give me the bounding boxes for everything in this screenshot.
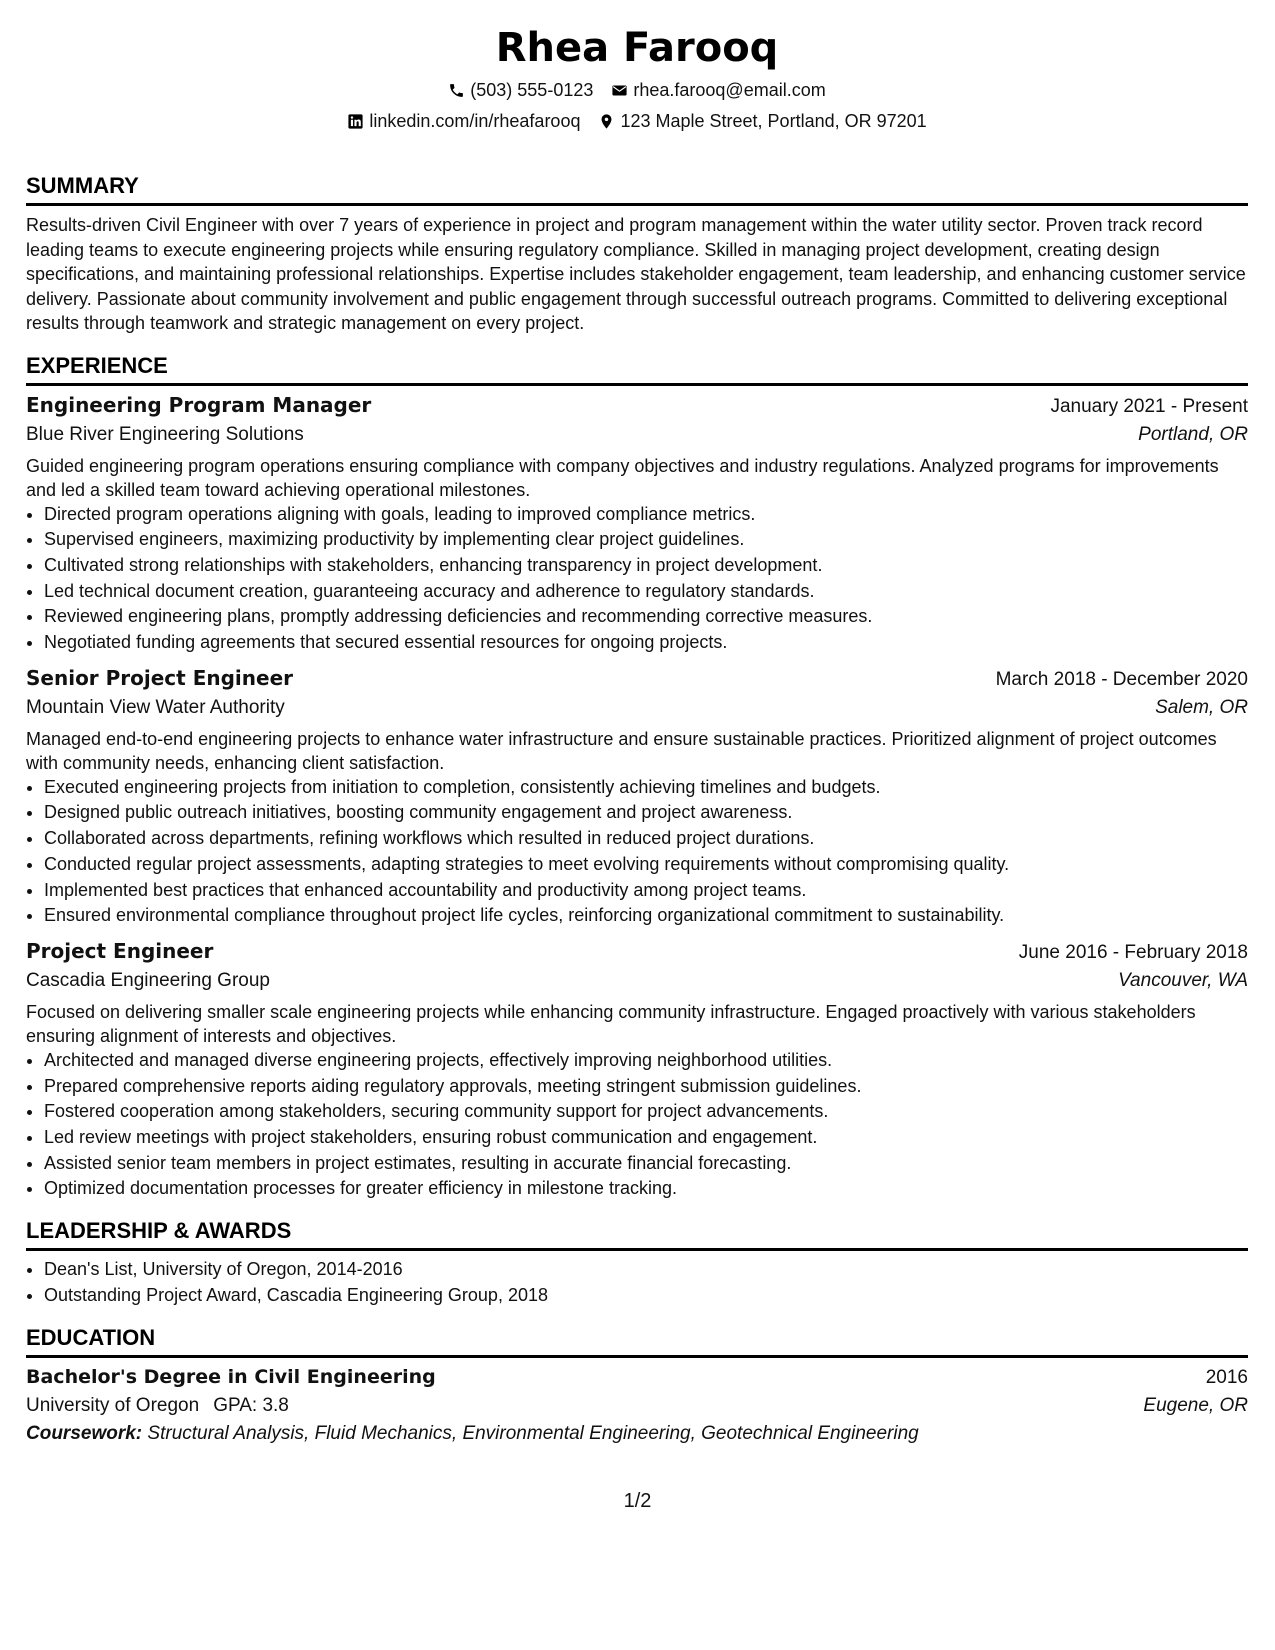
list-item: • Directed program operations aligning with goals, leading to improved compliance metrics. (44, 502, 1248, 528)
job-description: Guided engineering program operations ensuring compliance with company objectives and industry regulations. Analyzed programs for improvements and led a skilled team toward achieving operational milestones. (26, 455, 1219, 500)
linkedin-contact[interactable] (347, 110, 580, 132)
contact-line-1 (26, 79, 1248, 101)
job-title: Engineering Program Manager (26, 392, 372, 417)
list-item: • Ensured environmental compliance throughout project life cycles, reinforcing organizational commitment to sustainability. (44, 903, 1248, 929)
list-item: • Designed public outreach initiatives, boosting community engagement and project awareness. (44, 800, 1248, 826)
list-item: • Conducted regular project assessments, adapting strategies to meet evolving requirements without compromising quality. (44, 852, 1248, 878)
summary-text: Results-driven Civil Engineer with over 7 years of experience in project and program management within the water utility sector. Proven track record leading teams to execute engineering projects while ensuring regulatory compliance. Skilled in managing project development, creating design specifications, and maintaining professional relationships. Expertise includes stakeholder engagement, team leadership, and enhancing customer service delivery. Passionate about community involvement and public engagement through successful outreach programs. Committed to delivering exceptional results through teamwork and strategic management on every project. (26, 215, 1246, 333)
list-item: • Implemented best practices that enhanced accountability and productivity among project teams. (44, 878, 1248, 904)
gpa: GPA: 3.8 (213, 1394, 289, 1416)
job-bullets (26, 502, 1248, 656)
resume-page (26, 0, 1248, 1445)
job-dates: January 2021 - Present (1050, 395, 1248, 417)
list-item: • Led review meetings with project stakeholders, ensuring robust communication and engagement. (44, 1125, 1248, 1151)
experience-section (26, 353, 1248, 1203)
list-item: • Optimized documentation processes for greater efficiency in milestone tracking. (44, 1176, 1248, 1202)
email-contact[interactable] (611, 79, 825, 101)
coursework (26, 1423, 1248, 1445)
resume-header (26, 0, 1248, 132)
job-bullets (26, 1048, 1248, 1202)
degree-title: Bachelor's Degree in Civil Engineering (26, 1365, 436, 1388)
list-item: • Negotiated funding agreements that secured essential resources for ongoing projects. (44, 630, 1248, 656)
job-dates: March 2018 - December 2020 (995, 668, 1248, 690)
linkedin-icon (347, 113, 364, 130)
job-company: Mountain View Water Authority (26, 696, 285, 718)
linkedin-text[interactable]: linkedin.com/in/rheafarooq (369, 111, 581, 131)
job-title: Senior Project Engineer (26, 665, 293, 690)
education-section (26, 1325, 1248, 1445)
job-entry (26, 666, 1248, 929)
list-item: • Dean's List, University of Oregon, 2014-2016 (44, 1257, 1248, 1283)
job-bullets (26, 775, 1248, 929)
phone-text: (503) 555-0123 (470, 80, 594, 100)
school-name: University of Oregon (26, 1394, 200, 1416)
phone-icon (448, 82, 465, 99)
section-title-education: EDUCATION (26, 1325, 1248, 1358)
section-title-experience: EXPERIENCE (26, 353, 1248, 386)
address-text: 123 Maple Street, Portland, OR 97201 (620, 111, 927, 131)
list-item: • Architected and managed diverse engineering projects, effectively improving neighborhood utilities. (44, 1048, 1248, 1074)
list-item: • Reviewed engineering plans, promptly addressing deficiencies and recommending corrective measures. (44, 604, 1248, 630)
section-title-leadership: LEADERSHIP & AWARDS (26, 1218, 1248, 1251)
job-header (26, 939, 1248, 964)
coursework-label: Coursework: (26, 1422, 143, 1444)
summary-section (26, 173, 1248, 336)
candidate-name: Rhea Farooq (495, 25, 779, 71)
job-location: Vancouver, WA (1118, 969, 1248, 991)
list-item: • Collaborated across departments, refining workflows which resulted in reduced project durations. (44, 826, 1248, 852)
education-header (26, 1366, 1248, 1389)
page-number: 1/2 (623, 1490, 652, 1512)
job-location: Salem, OR (1155, 696, 1248, 718)
job-entry (26, 939, 1248, 1202)
school-info (26, 1395, 289, 1417)
job-description: Managed end-to-end engineering projects to enhance water infrastructure and ensure sustainable practices. Prioritized alignment of project outcomes with community needs, enhancing client satisfaction. (26, 728, 1217, 773)
job-header (26, 393, 1248, 418)
list-item: • Assisted senior team members in project estimates, resulting in accurate financial forecasting. (44, 1151, 1248, 1177)
job-location: Portland, OR (1138, 423, 1248, 445)
job-subheader (26, 970, 1248, 992)
phone-contact (448, 79, 593, 101)
list-item: • Cultivated strong relationships with stakeholders, enhancing transparency in project development. (44, 553, 1248, 579)
list-item: • Prepared comprehensive reports aiding regulatory approvals, meeting stringent submission guidelines. (44, 1074, 1248, 1100)
list-item: • Supervised engineers, maximizing productivity by implementing clear project guidelines. (44, 527, 1248, 553)
job-entry (26, 393, 1248, 656)
list-item: • Led technical document creation, guaranteeing accuracy and adherence to regulatory standards. (44, 579, 1248, 605)
coursework-list: Structural Analysis, Fluid Mechanics, Environmental Engineering, Geotechnical Engineering (147, 1422, 919, 1444)
job-subheader (26, 697, 1248, 719)
list-item: • Executed engineering projects from initiation to completion, consistently achieving timelines and budgets. (44, 775, 1248, 801)
job-subheader (26, 424, 1248, 446)
education-subheader (26, 1395, 1248, 1417)
school-location: Eugene, OR (1143, 1394, 1248, 1416)
job-dates: June 2016 - February 2018 (1018, 941, 1248, 963)
address-contact (598, 110, 926, 132)
envelope-icon (611, 82, 628, 99)
job-company: Cascadia Engineering Group (26, 969, 270, 991)
section-title-summary: SUMMARY (26, 173, 1248, 206)
map-pin-icon (598, 113, 615, 130)
job-company: Blue River Engineering Solutions (26, 423, 304, 445)
email-text[interactable]: rhea.farooq@email.com (633, 80, 826, 100)
graduation-year: 2016 (1205, 1366, 1248, 1388)
job-header (26, 666, 1248, 691)
awards-list (26, 1257, 1248, 1308)
list-item: • Outstanding Project Award, Cascadia Engineering Group, 2018 (44, 1283, 1248, 1309)
contact-line-2 (26, 110, 1248, 132)
leadership-section (26, 1218, 1248, 1308)
job-title: Project Engineer (26, 938, 214, 963)
job-description: Focused on delivering smaller scale engineering projects while enhancing community infrastructure. Engaged proactively with various stakeholders ensuring alignment of interests and objectives. (26, 1001, 1196, 1046)
list-item: • Fostered cooperation among stakeholders, securing community support for project advancements. (44, 1099, 1248, 1125)
